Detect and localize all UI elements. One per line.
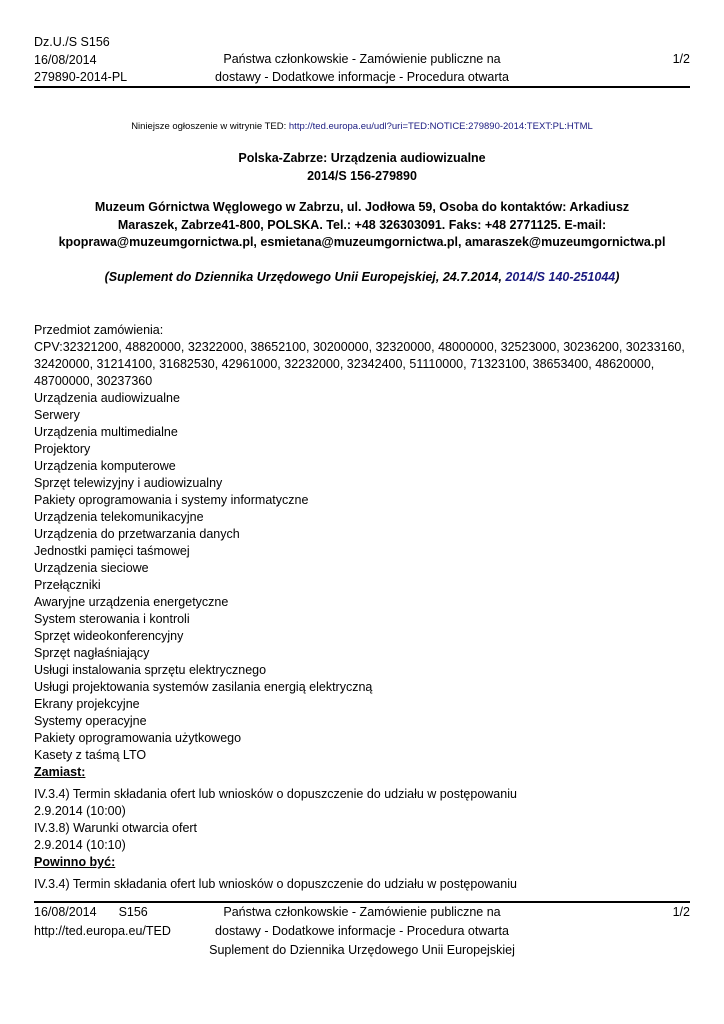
cpv-line-2: 32420000, 31214100, 31682530, 42961000, 32232000, 32342400, 51110000, 71323100, 38653400, 48620000, <box>34 357 655 371</box>
list-item: Urządzenia multimedialne <box>34 425 178 439</box>
list-item: Projektory <box>34 442 91 456</box>
list-item: Sprzęt nagłaśniający <box>34 646 150 660</box>
notice-title <box>34 150 690 185</box>
list-item: Ekrany projekcyjne <box>34 697 140 711</box>
footer-title-line1: Państwa członkowskie - Zamówienie publiczne na <box>223 905 501 919</box>
list-item: Urządzenia audiowizualne <box>34 391 180 405</box>
supplement-prefix: (Suplement do Dziennika Urzędowego Unii Europejskiej, 24.7.2014, <box>104 270 506 284</box>
list-item: Sprzęt telewizyjny i audiowizualny <box>34 476 223 490</box>
header-title-line2: dostawy - Dodatkowe informacje - Procedura otwarta <box>215 69 509 84</box>
instead-line: 2.9.2014 (10:00) <box>34 804 126 818</box>
list-item: Pakiety oprogramowania i systemy informatyczne <box>34 493 309 507</box>
footer-title <box>34 903 690 960</box>
list-item: System sterowania i kontroli <box>34 612 190 626</box>
instead-label: Zamiast: <box>34 765 86 779</box>
supplement-reference <box>34 270 690 284</box>
footer-date: 16/08/2014 <box>34 905 97 919</box>
footer-page-number: 1/2 <box>672 905 690 919</box>
notice-title-line1: Polska-Zabrze: Urządzenia audiowizualne <box>238 151 486 165</box>
notice-body <box>34 322 690 893</box>
should-be-label: Powinno być: <box>34 855 116 869</box>
footer-url: http://ted.europa.eu/TED <box>34 924 171 938</box>
list-item: Serwery <box>34 408 80 422</box>
header-notice-id: 279890-2014-PL <box>34 70 128 84</box>
header-title-line1: Państwa członkowskie - Zamówienie publiczne na <box>223 52 501 66</box>
cpv-line-3: 48700000, 30237360 <box>34 374 153 388</box>
instead-line: IV.3.8) Warunki otwarcia ofert <box>34 821 198 835</box>
footer-title-line3: Suplement do Dziennika Urzędowego Unii Europejskiej <box>209 943 515 957</box>
contracting-authority <box>34 199 690 252</box>
list-item: Urządzenia sieciowe <box>34 561 149 575</box>
notice-title-line2: 2014/S 156-279890 <box>307 168 417 183</box>
list-item: Awaryjne urządzenia energetyczne <box>34 595 229 609</box>
page-footer <box>34 903 690 955</box>
header-date: 16/08/2014 <box>34 52 97 67</box>
instead-line: 2.9.2014 (10:10) <box>34 838 126 852</box>
cpv-line-1: CPV:32321200, 48820000, 32322000, 38652100, 30200000, 32320000, 48000000, 32523000, 30236200, 30233160, <box>34 340 685 354</box>
header-ref: Dz.U./S S156 <box>34 35 110 49</box>
list-item: Urządzenia telekomunikacyjne <box>34 510 204 524</box>
authority-line3: kpoprawa@muzeumgornictwa.pl, esmietana@muzeumgornictwa.pl, amaraszek@muzeumgornictwa.pl <box>58 235 666 249</box>
footer-series: S156 <box>118 905 148 919</box>
list-item: Usługi instalowania sprzętu elektrycznego <box>34 663 267 677</box>
list-item: Sprzęt wideokonferencyjny <box>34 629 184 643</box>
ted-notice <box>34 121 690 132</box>
should-be-line: IV.3.4) Termin składania ofert lub wniosków o dopuszczenie do udziału w postępowaniu <box>34 877 517 891</box>
header-divider <box>34 86 690 88</box>
instead-section <box>34 786 690 854</box>
header-page-number: 1/2 <box>672 52 690 66</box>
list-item: Systemy operacyjne <box>34 714 147 728</box>
footer-title-line2: dostawy - Dodatkowe informacje - Procedura otwarta <box>215 924 509 938</box>
list-item: Usługi projektowania systemów zasilania energią elektryczną <box>34 680 373 694</box>
header-title <box>34 51 690 86</box>
authority-line1: Muzeum Górnictwa Węglowego w Zabrzu, ul. Jodłowa 59, Osoba do kontaktów: Arkadiusz <box>94 200 630 214</box>
cpv-item-list <box>34 390 690 764</box>
authority-line2: Maraszek, Zabrze41-800, POLSKA. Tel.: +48 326303091. Faks: +48 2771125. E-mail: <box>117 217 607 232</box>
list-item: Pakiety oprogramowania użytkowego <box>34 731 242 745</box>
supplement-link[interactable]: 2014/S 140-251044 <box>505 270 616 284</box>
supplement-suffix: ) <box>615 270 620 284</box>
ted-notice-link[interactable]: http://ted.europa.eu/udl?uri=TED:NOTICE:279890-2014:TEXT:PL:HTML <box>288 121 593 132</box>
list-item: Kasety z taśmą LTO <box>34 748 147 762</box>
instead-line: IV.3.4) Termin składania ofert lub wniosków o dopuszczenie do udziału w postępowaniu <box>34 787 517 801</box>
list-item: Jednostki pamięci taśmowej <box>34 544 190 558</box>
list-item: Przełączniki <box>34 578 101 592</box>
ted-notice-prefix: Niniejsze ogłoszenie w witrynie TED: <box>131 121 289 132</box>
should-be-section <box>34 876 690 893</box>
list-item: Urządzenia do przetwarzania danych <box>34 527 240 541</box>
subject-label: Przedmiot zamówienia: <box>34 323 164 337</box>
list-item: Urządzenia komputerowe <box>34 459 176 473</box>
page-header <box>34 34 690 86</box>
